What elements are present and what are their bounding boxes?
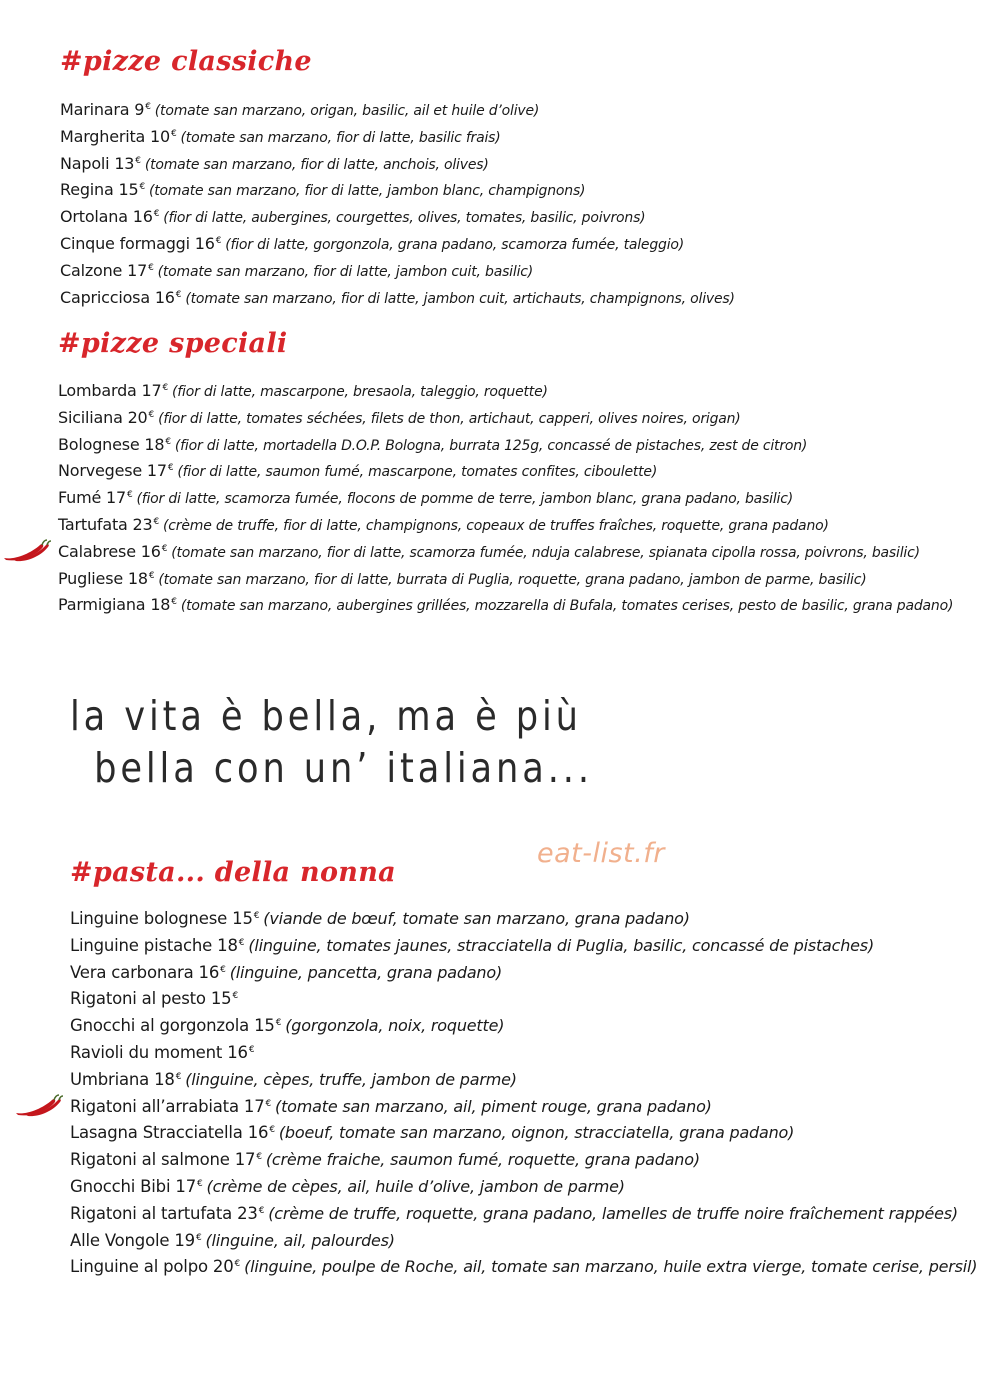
menu-item-price [248,1123,275,1142]
price-value: 16 [247,1123,269,1143]
price-value: 17 [127,260,148,280]
menu-item-price [128,569,155,588]
menu-item-name: Rigatoni al salmone [70,1150,230,1170]
menu-item-name: Ravioli du moment [70,1042,223,1062]
menu-item [60,255,735,282]
menu-item-name: Capricciosa [60,287,150,307]
price-value: 18 [127,568,148,588]
menu-item [58,402,953,429]
price-value: 15 [254,1016,275,1036]
menu-item [70,1010,977,1037]
menu-item-description: (linguine, cèpes, truffe, jambon de parme) [185,1069,517,1089]
menu-item-name: Cinque formaggi [60,233,190,253]
menu-item-price [150,127,177,146]
menu-item-description: (crème de truffe, fior di latte, champignons, copeaux de truffes fraîches, roquette, grana padano) [163,517,829,534]
price-value: 16 [154,287,175,307]
menu-item-name: Margherita [60,126,146,146]
menu-item-name: Tartufata [58,514,128,534]
price-currency: € [148,262,154,273]
menu-item-price [227,1043,254,1062]
price-currency: € [126,490,133,501]
price-currency: € [162,383,169,393]
price-currency: € [153,516,160,527]
menu-item-price [244,1097,271,1116]
menu-item [58,536,953,563]
menu-item-price [147,461,174,480]
menu-item-price [134,100,151,119]
menu-item-description: (tomate san marzano, fior di latte, jambon cuit, basilic) [157,263,534,280]
price-value: 23 [237,1203,258,1223]
menu-item [70,1091,977,1118]
menu-item-description: (gorgonzola, noix, roquette) [285,1016,505,1036]
price-value: 9 [134,100,145,119]
price-value: 16 [132,207,153,227]
menu-item-description: (fior di latte, saumon fumé, mascarpone, tomates confites, ciboulette) [177,464,658,481]
price-value: 16 [227,1042,248,1062]
menu-item-price [155,288,182,307]
menu-item-price [141,542,168,561]
price-currency: € [248,1044,255,1055]
price-value: 16 [198,962,220,982]
price-currency: € [148,570,155,581]
menu-item-price [128,408,155,427]
menu-item [58,509,953,536]
price-value: 15 [232,909,253,928]
price-value: 20 [212,1257,234,1277]
menu-item-description: (crème de cèpes, ail, huile d’olive, jambon de parme) [206,1176,625,1196]
price-currency: € [153,209,160,220]
price-currency: € [135,155,141,166]
menu-item-price [199,963,226,982]
menu-item [70,930,977,957]
menu-item-name: Linguine al polpo [70,1257,208,1277]
menu-item-price [213,1257,240,1276]
menu-item [70,957,977,984]
menu-item [58,375,953,402]
price-value: 18 [150,595,171,615]
menu-item-description: (crème fraiche, saumon fumé, roquette, grana padano) [265,1150,700,1170]
price-value: 18 [217,935,238,955]
tagline-line-1: la vita è bella, ma è più [70,692,582,740]
menu-item-description: (crème de truffe, roquette, grana padano, lamelles de truffe noire fraîchement rappées) [268,1203,958,1223]
menu-item-description: (tomate san marzano, origan, basilic, ail et huile d’olive) [154,103,540,119]
menu-item-description: (fior di latte, aubergines, courgettes, olives, tomates, basilic, poivrons) [163,210,646,227]
menu-item [60,174,735,201]
menu-item-price [150,595,177,614]
price-value: 17 [243,1096,265,1116]
price-currency: € [167,463,174,474]
menu-item [60,148,735,175]
menu-item-name: Siciliana [58,407,123,427]
menu-list-pizze-speciali [58,375,953,616]
menu-item-name: Napoli [60,153,110,173]
price-currency: € [265,1098,272,1109]
menu-item-description: (tomate san marzano, fior di latte, anchois, olives) [144,156,489,173]
menu-item-name: Calzone [60,260,123,280]
tagline-quote [70,690,593,794]
menu-item [70,983,977,1010]
menu-item-name: Lasagna Stracciatella [70,1123,243,1143]
price-currency: € [197,1178,203,1189]
section-title-pasta: #pasta... della nonna [70,857,396,888]
menu-item [70,1037,977,1064]
menu-item-description: (tomate san marzano, fior di latte, basilic frais) [180,129,501,146]
price-value: 19 [174,1230,195,1250]
menu-item [70,903,977,930]
price-currency: € [171,128,177,139]
price-currency: € [234,1259,241,1270]
menu-item-description: (linguine, ail, palourdes) [205,1230,395,1250]
menu-item [58,455,953,482]
menu-item-name: Rigatoni al tartufata [70,1203,233,1223]
price-value: 20 [127,407,148,427]
menu-item [70,1171,977,1198]
menu-item [70,1144,977,1171]
menu-item-description: (fior di latte, tomates séchées, filets de thon, artichaut, capperi, olives noires, origan) [158,410,741,427]
menu-item-name: Calabrese [58,541,136,561]
price-value: 17 [146,461,167,481]
menu-item-name: Rigatoni all’arrabiata [70,1096,239,1116]
menu-item-price [127,261,154,280]
menu-item-description: (tomate san marzano, aubergines grillées, mozzarella di Bufala, tomates cerises, pesto de basilic, grana padano) [180,598,954,615]
price-currency: € [195,1232,202,1243]
menu-item [70,1198,977,1225]
menu-item-price [211,989,238,1008]
menu-item-price [106,488,133,507]
price-currency: € [171,597,177,608]
menu-item [60,121,735,148]
menu-item-price [133,515,160,534]
price-value: 10 [150,126,171,146]
menu-list-pizze-classiche [60,94,735,308]
menu-item-price [114,154,141,173]
menu-item-name: Ortolana [60,207,128,227]
menu-item-price [175,1177,202,1196]
menu-item-name: Regina [60,180,114,200]
section-title-pizze-speciali: #pizze speciali [58,328,288,359]
menu-item-name: Fumé [58,488,102,508]
menu-item-price [144,435,171,454]
menu-item-price [174,1231,201,1250]
menu-item-description: (tomate san marzano, fior di latte, scamorza fumée, nduja calabrese, spianata cipolla rossa, poivrons, basilic) [171,544,920,561]
tagline-line-2: bella con un’ italiana... [94,744,593,792]
menu-item [70,1064,977,1091]
menu-item-name: Rigatoni al pesto [70,989,206,1009]
menu-item-price [232,909,259,928]
menu-item [60,94,735,121]
price-value: 17 [106,488,126,508]
menu-item [70,1225,977,1252]
price-currency: € [175,289,182,300]
price-currency: € [258,1205,265,1216]
menu-item-name: Marinara [60,100,130,119]
menu-item-price [217,936,244,955]
price-currency: € [269,1125,275,1136]
chili-pepper-icon [12,1093,64,1117]
menu-item-name: Gnocchi al gorgonzola [70,1016,250,1036]
price-currency: € [161,543,168,554]
menu-item-name: Pugliese [58,568,123,588]
menu-item-description: (linguine, pancetta, grana padano) [229,962,502,982]
menu-item-name: Parmigiana [58,595,146,615]
menu-item [58,563,953,590]
price-currency: € [256,1152,262,1163]
menu-item-description: (linguine, poulpe de Roche, ail, tomate san marzano, huile extra vierge, tomate cerise, persil) [244,1257,978,1277]
price-currency: € [139,182,145,193]
menu-item-description: (fior di latte, mortadella D.O.P. Bologna, burrata 125g, concassé de pistaches, zest de citron) [174,437,808,454]
price-currency: € [145,102,151,112]
menu-item-price [237,1204,264,1223]
menu-item-name: Umbriana [70,1069,150,1089]
price-value: 18 [144,434,165,454]
menu-item [70,1251,977,1278]
menu-item-name: Bolognese [58,434,140,454]
price-currency: € [148,409,155,420]
price-value: 17 [234,1150,256,1170]
price-currency: € [232,991,238,1002]
menu-item-description: (fior di latte, scamorza fumée, flocons de pomme de terre, jambon blanc, grana padano, basilic) [136,491,793,508]
menu-item [58,589,953,616]
menu-item-description: (tomate san marzano, fior di latte, burrata di Puglia, roquette, grana padano, jambon de parme, basilic) [158,571,867,588]
menu-item-price [133,207,160,226]
menu-item-description: (viande de bœuf, tomate san marzano, grana padano) [263,909,690,928]
menu-item-name: Gnocchi Bibi [70,1176,171,1196]
menu-item-name: Alle Vongole [70,1230,170,1250]
menu-item-description: (tomate san marzano, fior di latte, jambon blanc, champignons) [148,183,586,200]
price-value: 23 [132,514,153,534]
price-value: 18 [154,1069,175,1089]
price-value: 16 [140,541,161,561]
price-currency: € [220,964,226,975]
menu-item-name: Norvegese [58,461,143,481]
price-currency: € [175,1071,182,1082]
menu-item-price [154,1070,181,1089]
price-currency: € [253,911,260,921]
menu-item-name: Vera carbonara [70,962,194,982]
price-value: 13 [114,153,135,173]
menu-item-price [195,234,222,253]
menu-item [58,482,953,509]
price-currency: € [238,937,245,948]
menu-item-price [254,1016,281,1035]
price-value: 15 [118,180,139,200]
price-value: 17 [141,381,162,400]
menu-item-description: (boeuf, tomate san marzano, oignon, stracciatella, grana padano) [278,1123,795,1143]
price-value: 17 [175,1176,196,1196]
menu-item-name: Linguine pistache [70,935,213,955]
price-currency: € [215,235,222,246]
menu-item [58,429,953,456]
menu-item-name: Lombarda [58,381,137,400]
menu-item-description: (tomate san marzano, ail, piment rouge, grana padano) [275,1096,712,1116]
menu-item-description: (tomate san marzano, fior di latte, jambon cuit, artichauts, champignons, olives) [185,290,735,307]
chili-pepper-icon [0,538,52,562]
menu-item [60,228,735,255]
menu-item-price [235,1150,262,1169]
section-title-pizze-classiche: #pizze classiche [60,46,312,77]
menu-item [60,201,735,228]
menu-item-price [142,381,169,400]
menu-list-pasta [70,903,977,1278]
menu-item-description: (linguine, tomates jaunes, stracciatella di Puglia, basilic, concassé de pistaches) [248,935,874,955]
watermark-text: eat-list.fr [537,838,665,869]
menu-item-name: Linguine bolognese [70,909,228,928]
price-currency: € [165,436,171,447]
price-currency: € [275,1018,282,1029]
menu-item-description: (fior di latte, gorgonzola, grana padano, scamorza fumée, taleggio) [225,236,685,253]
price-value: 16 [194,233,215,253]
price-value: 15 [210,989,232,1009]
menu-item-price [118,180,145,199]
menu-item-description: (fior di latte, mascarpone, bresaola, taleggio, roquette) [172,384,548,400]
menu-item [60,282,735,309]
menu-item [70,1117,977,1144]
